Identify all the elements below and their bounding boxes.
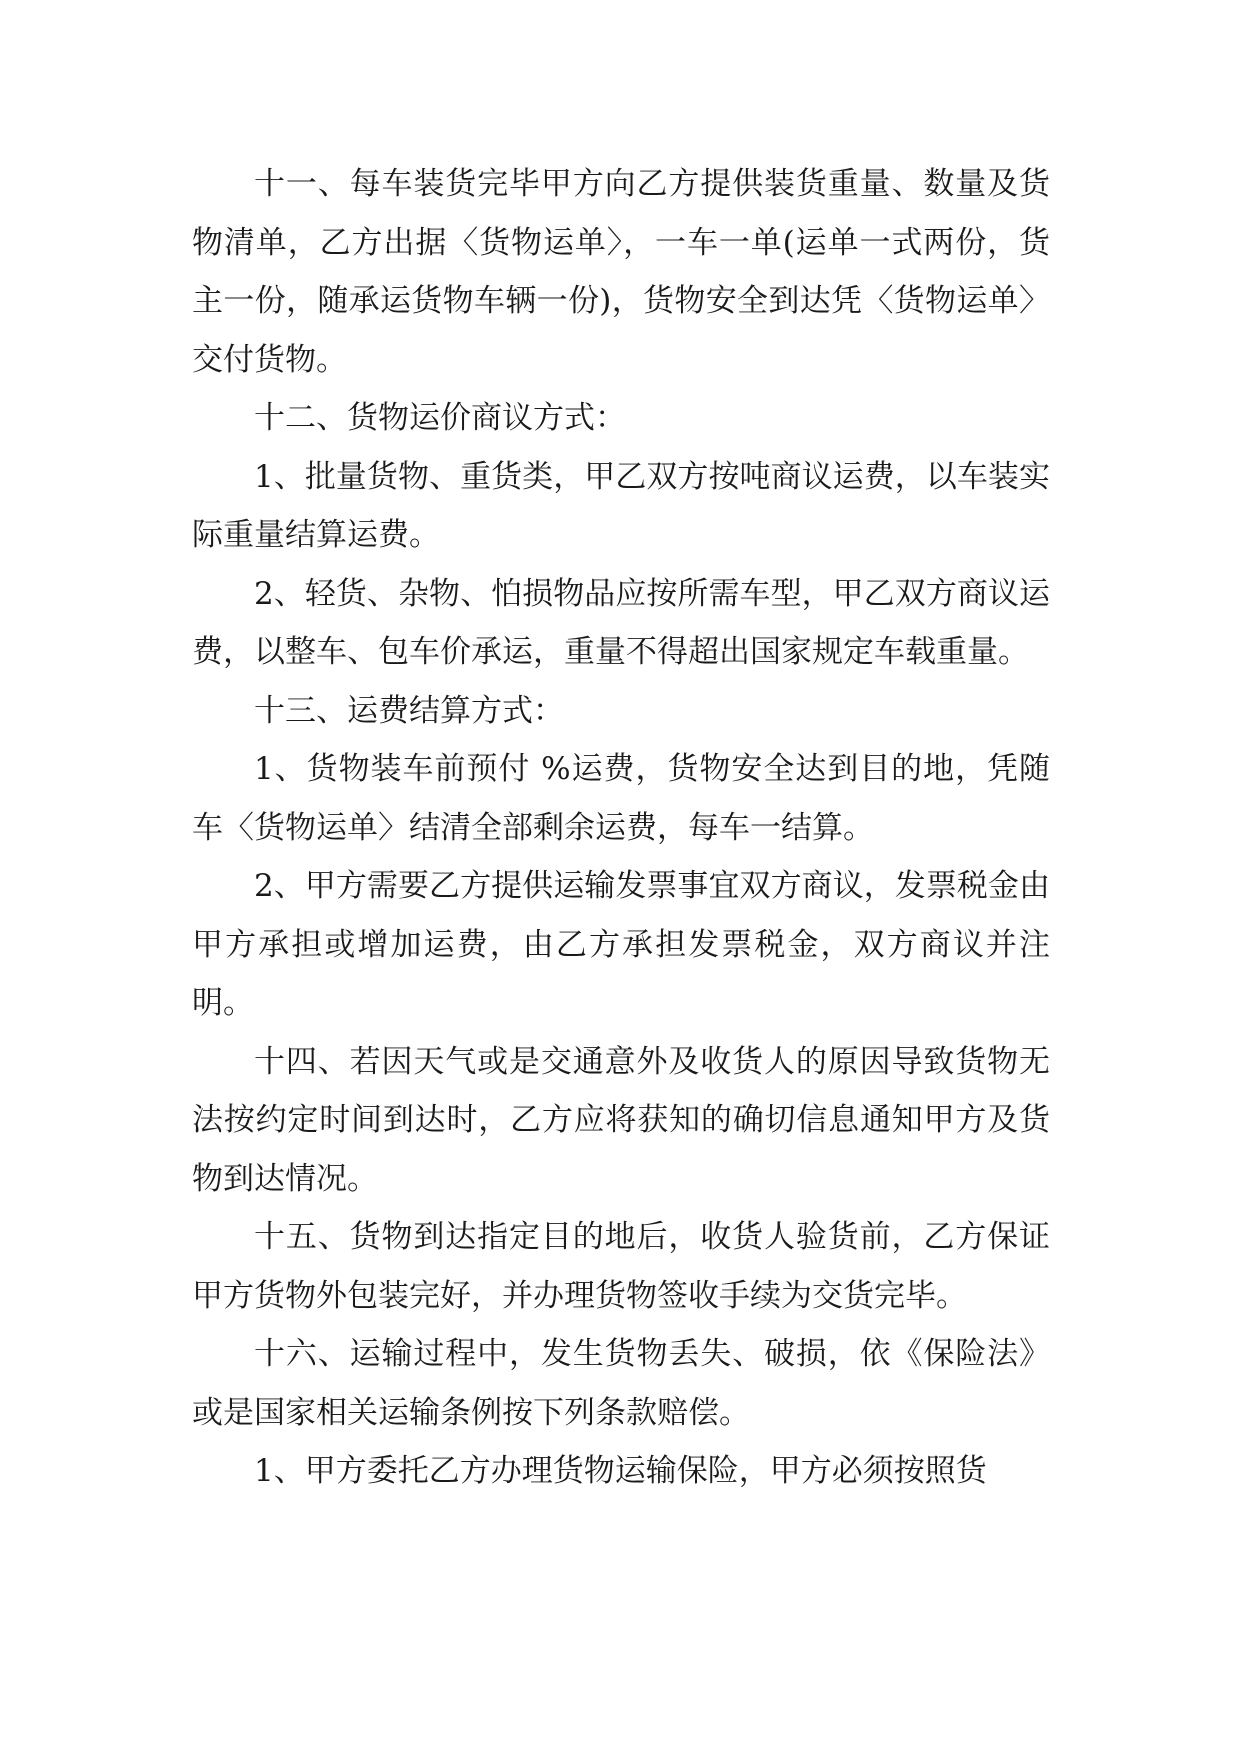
paragraph-clause-13-item-1: 1、货物装车前预付 %运费，货物安全达到目的地，凭随车〈货物运单〉结清全部剩余运费，每车一结算。 <box>192 751 1050 846</box>
paragraph-clause-12-item-2: 2、轻货、杂物、怕损物品应按所需车型，甲乙双方商议运费，以整车、包车价承运，重量不得超出国家规定车载重量。 <box>192 575 1050 670</box>
paragraph-clause-14: 十四、若因天气或是交通意外及收货人的原因导致货物无法按约定时间到达时，乙方应将获知的确切信息通知甲方及货物到达情况。 <box>192 1043 1050 1197</box>
paragraph-clause-16-heading: 十六、运输过程中，发生货物丢失、破损，依《保险法》或是国家相关运输条例按下列条款赔偿。 <box>192 1336 1050 1431</box>
paragraph-clause-13-heading: 十三、运费结算方式： <box>254 692 564 729</box>
paragraph-clause-16-item-1: 1、甲方委托乙方办理货物运输保险，甲方必须按照货 <box>254 1453 987 1489</box>
paragraph-clause-11: 十一、每车装货完毕甲方向乙方提供装货重量、数量及货物清单，乙方出据〈货物运单〉，一车一单(运单一式两份，货主一份，随承运货物车辆一份)，货物安全到达凭〈货物运单〉交付货物。 <box>192 166 1050 378</box>
document-body <box>192 155 1050 1501</box>
paragraph-clause-15: 十五、货物到达指定目的地后，收货人验货前，乙方保证甲方货物外包装完好，并办理货物签收手续为交货完毕。 <box>192 1219 1050 1314</box>
paragraph-clause-12-item-1: 1、批量货物、重货类，甲乙双方按吨商议运费，以车装实际重量结算运费。 <box>192 458 1050 553</box>
paragraph-clause-13-item-2: 2、甲方需要乙方提供运输发票事宜双方商议，发票税金由甲方承担或增加运费，由乙方承担发票税金，双方商议并注明。 <box>192 868 1050 1021</box>
paragraph-clause-12-heading: 十二、货物运价商议方式： <box>254 400 626 436</box>
